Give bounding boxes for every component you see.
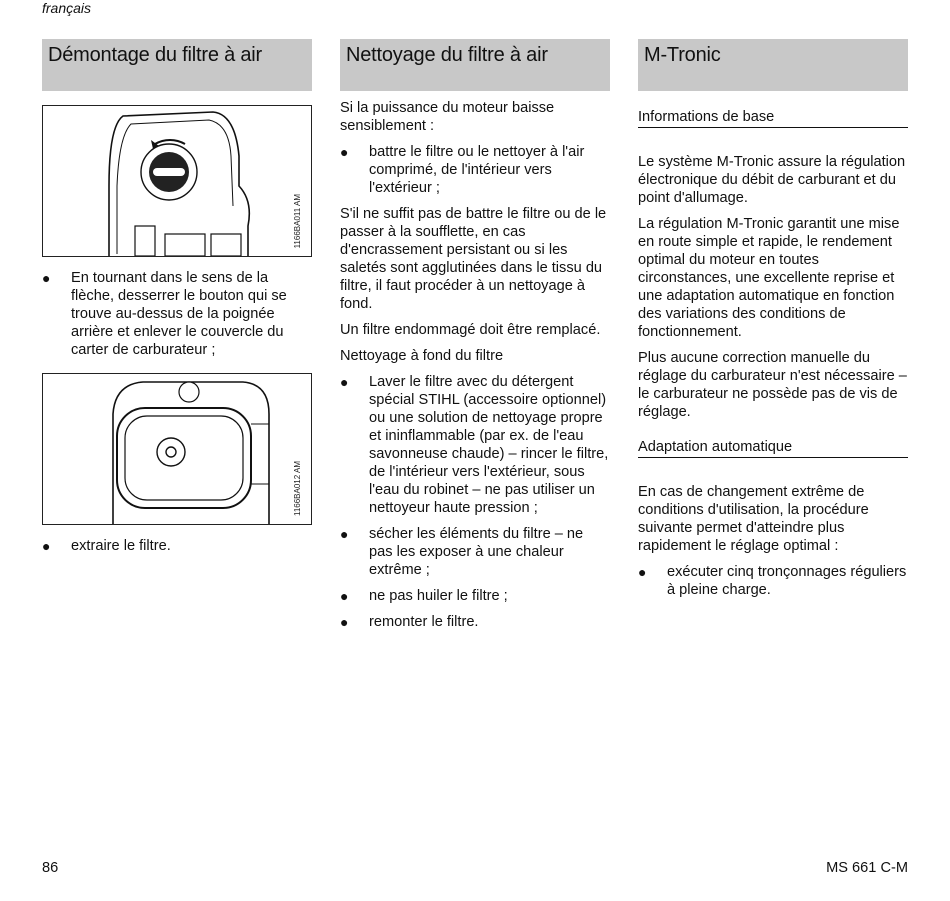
section-title: Démontage du filtre à air: [42, 39, 312, 91]
list-item: [340, 525, 610, 579]
page-number: 86: [42, 860, 59, 876]
paragraph: Plus aucune correction manuelle du réglage du carburateur n'est nécessaire – le carburateur ne possède pas de vis de réglage.: [638, 350, 907, 420]
paragraph: Un filtre endommagé doit être remplacé.: [340, 322, 601, 338]
list-item-text: En tournant dans le sens de la flèche, desserrer le bouton qui se trouve au-dessus de la poignée arrière et enlever le couvercle du carter de carburateur ;: [71, 270, 287, 358]
section-title: M-Tronic: [638, 39, 908, 91]
language-label: français: [42, 0, 92, 16]
figure-code: 1166BA012 AM: [293, 460, 302, 516]
list-item-text: Laver le filtre avec du détergent spécial STIHL (accessoire optionnel) ou une solution de nettoyage propre et ininflammable (par ex. de l'eau savonneuse chaude) – rincer le filtre, de l'intérieur vers l'extérieur, sous l'eau du robinet – ne pas utiliser un nettoyeur haute pression ;: [369, 374, 609, 516]
list-item-text: sécher les éléments du filtre – ne pas les exposer à une chaleur extrême ;: [369, 526, 584, 578]
bullet-icon: ●: [638, 564, 647, 580]
list-item: [638, 563, 908, 599]
list-item: [340, 373, 610, 517]
model-label: MS 661 C-M: [826, 860, 908, 876]
list-item: [340, 143, 610, 197]
subheading: Nettoyage à fond du filtre: [340, 348, 504, 364]
figure-cover-knob: [42, 105, 312, 257]
paragraph: La régulation M-Tronic garantit une mise en route simple et rapide, le rendement optimal du moteur en toutes circonstances, une excellente reprise et une adaptation automatique en fonction des variations des conditions de fonctionnement.: [638, 216, 900, 340]
bullet-icon: ●: [42, 270, 51, 286]
list-item-text: exécuter cinq tronçonnages réguliers à pleine charge.: [667, 564, 907, 598]
list-item: [340, 587, 610, 605]
intro-text: Si la puissance du moteur baisse sensiblement :: [340, 100, 555, 134]
bullet-icon: ●: [340, 144, 349, 160]
bullet-icon: ●: [340, 526, 349, 542]
bullet-icon: ●: [42, 538, 51, 554]
bullet-icon: ●: [340, 614, 349, 630]
list-item: [42, 537, 312, 555]
list-item: [340, 613, 610, 631]
figure-code: 1166BA011 AM: [293, 193, 302, 248]
paragraph: S'il ne suffit pas de battre le filtre ou de le passer à la soufflette, en cas d'encrassement persistant ou si les saletés sont agglutinées dans le tissu du filtre, il faut procéder à un nettoyage à fond.: [340, 206, 607, 312]
list-item-text: extraire le filtre.: [71, 538, 171, 554]
paragraph: En cas de changement extrême de conditions d'utilisation, la procédure suivante permet d'atteindre plus rapidement le réglage optimal :: [638, 484, 869, 554]
bullet-icon: ●: [340, 588, 349, 604]
column-air-filter-cleaning: [340, 39, 610, 639]
subheading-basic-info: Informations de base: [638, 108, 908, 128]
list-item: [42, 269, 312, 359]
column-m-tronic: [638, 39, 908, 607]
carburetor-cover-illustration: [43, 106, 310, 256]
air-filter-illustration: [43, 374, 310, 524]
figure-air-filter: [42, 373, 312, 525]
section-title: Nettoyage du filtre à air: [340, 39, 610, 91]
paragraph: Le système M-Tronic assure la régulation électronique du débit de carburant et du point d'allumage.: [638, 154, 906, 206]
bullet-icon: ●: [340, 374, 349, 390]
list-item-text: ne pas huiler le filtre ;: [369, 588, 508, 604]
subheading-auto-adaptation: Adaptation automatique: [638, 438, 908, 458]
list-item-text: remonter le filtre.: [369, 614, 479, 630]
column-air-filter-removal: [42, 39, 312, 563]
list-item-text: battre le filtre ou le nettoyer à l'air comprimé, de l'intérieur vers l'extérieur ;: [369, 144, 585, 196]
